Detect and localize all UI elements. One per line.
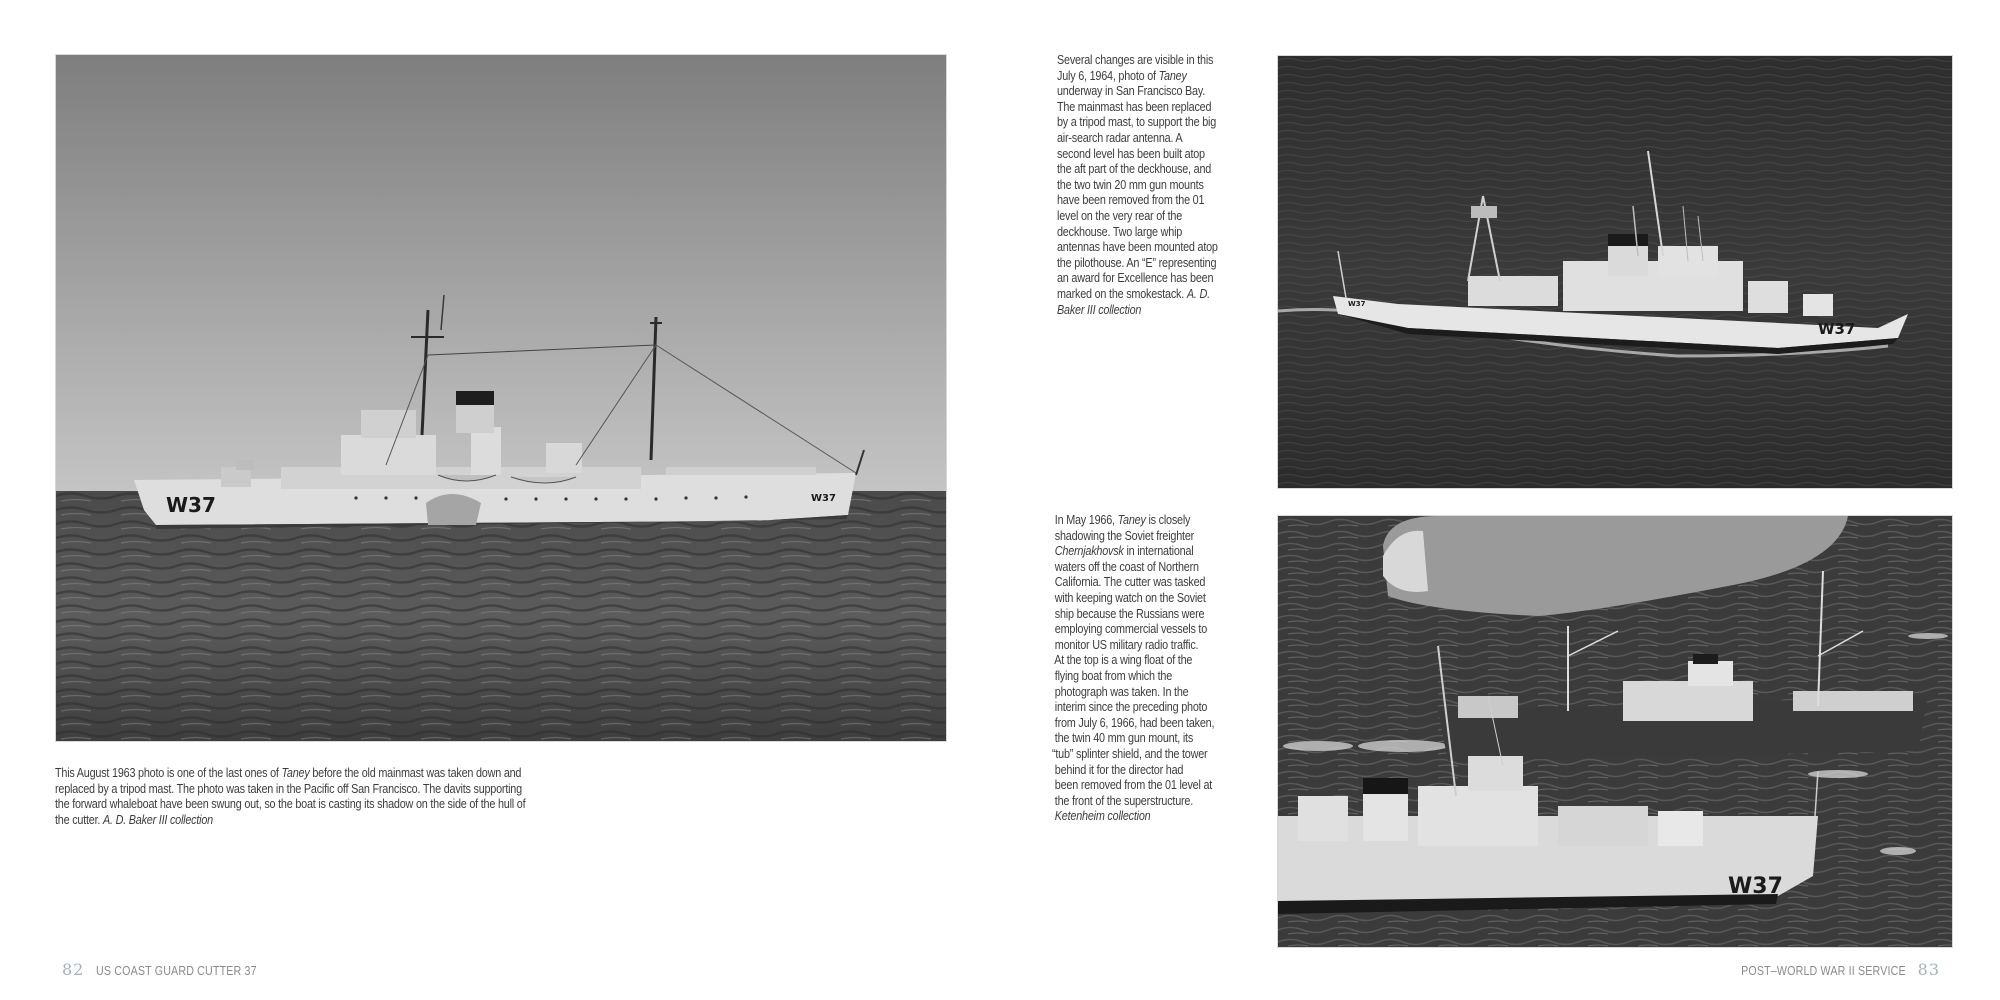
- caption-line: At the top is a wing float of the: [1052, 653, 1193, 668]
- caption-line: ship because the Russians were: [1052, 606, 1205, 621]
- caption-line: employing commercial vessels to: [1052, 622, 1208, 637]
- caption-line: This August 1963 photo is one of the last ones of Taney before the old mainmast was taken down and: [55, 766, 522, 780]
- caption-line: by a tripod mast, to support the big: [1057, 115, 1217, 130]
- ship-photo-image: [1278, 56, 1952, 488]
- hull-number-label: W37: [1818, 320, 1856, 338]
- caption-line: the two twin 20 mm gun mounts: [1057, 177, 1204, 192]
- caption-line: the front of the superstructure.: [1052, 793, 1194, 808]
- footer-right: [1705, 960, 1940, 980]
- svg-text:W37: W37: [1348, 300, 1366, 308]
- hull-number-label: W37: [166, 493, 216, 517]
- caption-line: photograph was taken. In the: [1052, 684, 1189, 699]
- hull-number-label: W37: [1728, 874, 1783, 899]
- caption-line: antennas have been mounted atop: [1057, 240, 1218, 255]
- caption-line: behind it for the director had: [1052, 762, 1184, 777]
- caption-line: Chernjakhovsk in international: [1054, 544, 1194, 559]
- caption-line: California. The cutter was tasked: [1052, 575, 1206, 590]
- caption-line: the aft part of the deckhouse, and: [1057, 162, 1212, 177]
- photo-taney-1966-shadowing: [1277, 515, 1953, 948]
- caption-line: flying boat from which the: [1052, 668, 1173, 683]
- page-number-right: 83: [1917, 960, 1940, 979]
- caption-line: waters off the coast of Northern: [1052, 559, 1199, 574]
- caption-line: Ketenheim collection: [1054, 809, 1151, 824]
- ship-photo-image: [56, 55, 946, 741]
- caption-bottom-right-photo: [1052, 513, 1214, 825]
- caption-line: been removed from the 01 level at: [1052, 778, 1213, 793]
- caption-line: interim since the preceding photo: [1052, 700, 1208, 715]
- caption-line: air-search radar antenna. A: [1057, 130, 1183, 145]
- caption-top-right-photo: [1057, 53, 1218, 318]
- caption-line: the pilothouse. An “E” representing: [1057, 255, 1217, 270]
- caption-line: the cutter. A. D. Baker III collection: [55, 812, 213, 827]
- footer-left: [62, 960, 292, 980]
- caption-line: “tub” splinter shield, and the tower: [1052, 746, 1208, 761]
- caption-line: shadowing the Soviet freighter: [1052, 528, 1195, 543]
- photo-taney-1964-aerial: [1277, 55, 1953, 489]
- caption-line: second level has been built atop: [1057, 146, 1205, 161]
- svg-text:W37: W37: [811, 493, 836, 504]
- ship-photo-image: [1278, 516, 1952, 947]
- caption-line: the twin 40 mm gun mount, its: [1052, 731, 1194, 746]
- caption-line: Baker III collection: [1057, 302, 1142, 317]
- caption-line: an award for Excellence has been: [1057, 271, 1214, 286]
- caption-line: have been removed from the 01: [1057, 193, 1205, 208]
- caption-left-photo: [55, 766, 525, 828]
- caption-line: the forward whaleboat have been swung out, so the boat is casting its shadow on the side of the hull of: [55, 797, 526, 812]
- caption-line: replaced by a tripod mast. The photo was taken in the Pacific off San Francisco. The davits supporting: [55, 781, 522, 796]
- caption-line: underway in San Francisco Bay.: [1057, 84, 1206, 99]
- caption-line: marked on the smokestack. A. D.: [1057, 286, 1210, 301]
- running-head-right: POST–WORLD WAR II SERVICE: [1741, 963, 1906, 978]
- caption-line: July 6, 1964, photo of Taney: [1057, 68, 1187, 83]
- caption-line: deckhouse. Two large whip: [1057, 224, 1183, 239]
- caption-line: with keeping watch on the Soviet: [1052, 590, 1206, 605]
- page-number-left: 82: [62, 960, 85, 979]
- caption-line: level on the very rear of the: [1057, 208, 1183, 223]
- caption-line: from July 6, 1966, had been taken,: [1052, 715, 1215, 730]
- caption-line: The mainmast has been replaced: [1057, 99, 1212, 114]
- caption-line: monitor US military radio traffic.: [1052, 637, 1199, 652]
- running-head-left: US COAST GUARD CUTTER 37: [96, 963, 258, 978]
- photo-taney-1963: [55, 54, 947, 742]
- caption-line: Several changes are visible in this: [1057, 53, 1214, 67]
- caption-line: In May 1966, Taney is closely: [1052, 513, 1191, 527]
